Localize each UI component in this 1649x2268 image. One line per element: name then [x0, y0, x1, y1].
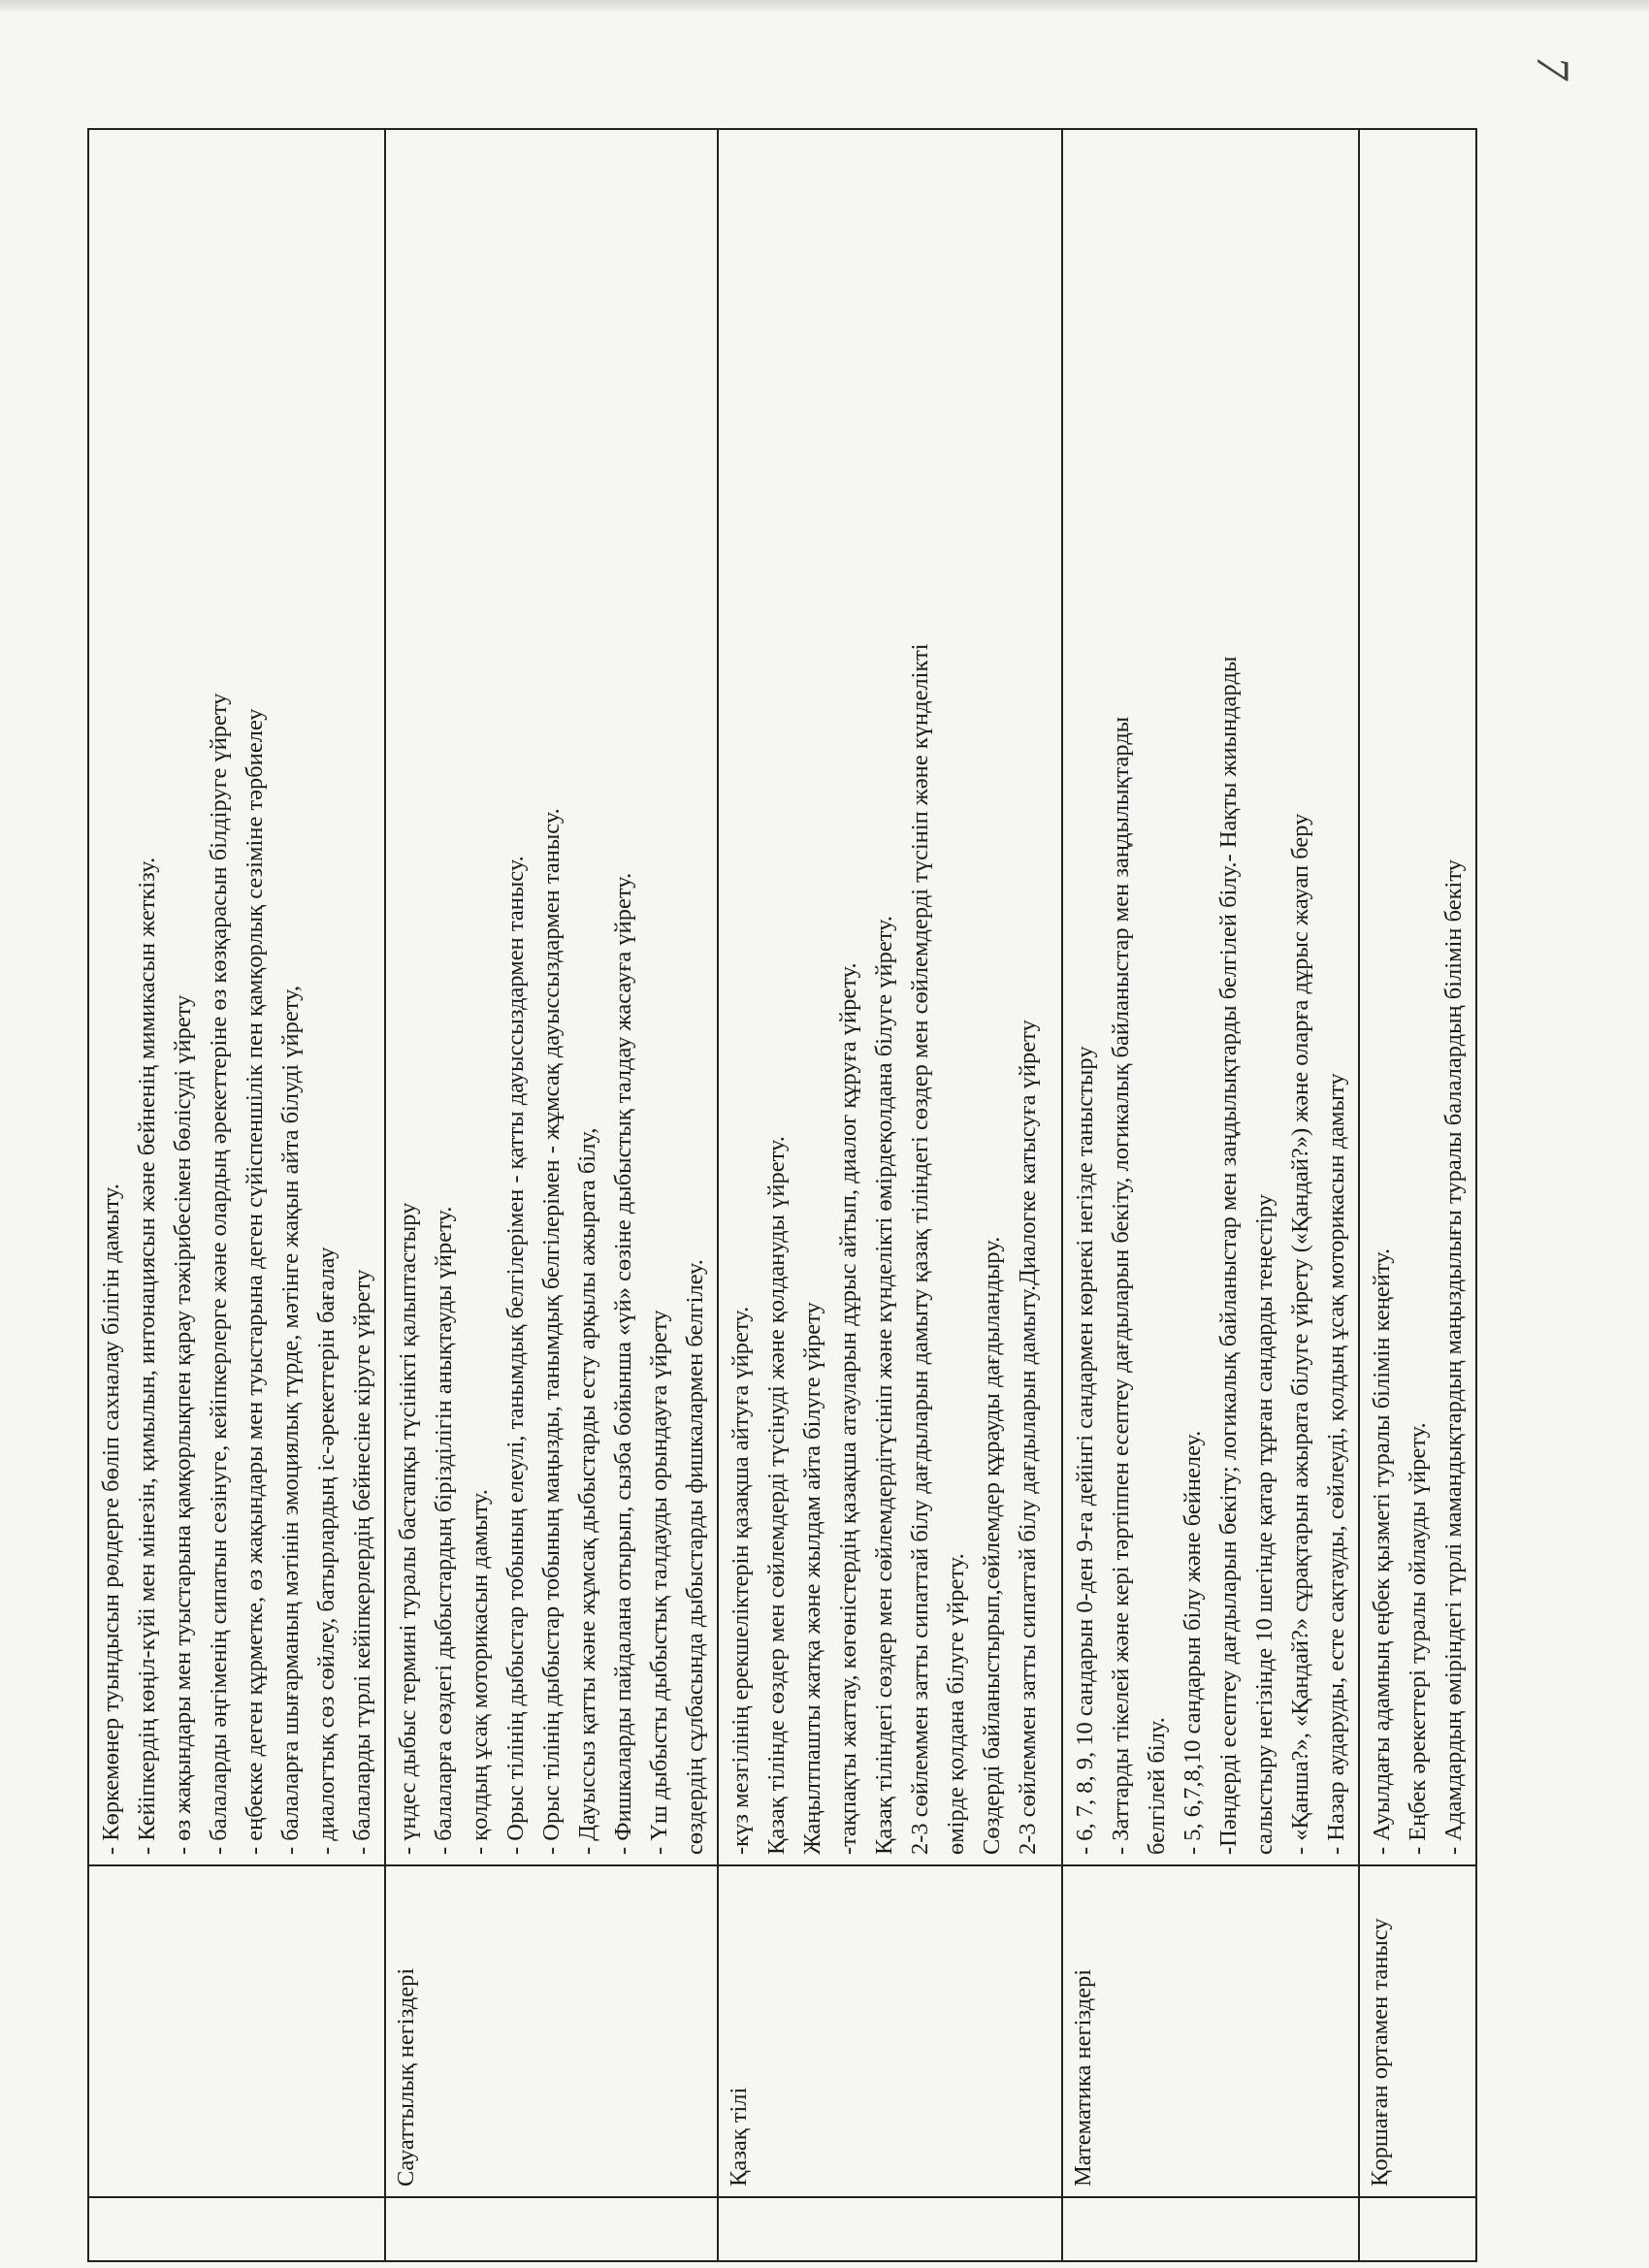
subject-name: Қазақ тілі [726, 2087, 752, 2187]
content-line: -Пәндерді есептеу дағдыларын бекіту; логикалық байланыстар мен заңдылықтарды белгілей білу.- Нақты жиындарды [1215, 656, 1242, 1855]
empty-cell [1359, 2197, 1476, 2261]
content-line: - Орыс тілінің дыбыстар тобының елеулі, танымдық белгілерімен - қатты дауыссыздармен танысу. [502, 856, 529, 1855]
content-cell [88, 129, 385, 1865]
curriculum-table-body [88, 129, 1476, 2261]
content-line: - үндес дыбыс термині туралы бастапқы түсінікті қалыптастыру [395, 1202, 421, 1855]
content-line: - 6, 7, 8, 9, 10 сандарын 0-ден 9-ға дейінгі сандармен көрнекі негізде таныстыру [1072, 1046, 1098, 1855]
content-line: - қолдың ұсақ моторикасын дамыту. [467, 1489, 493, 1855]
content-line: - Фишкаларды пайдалана отырып, сызба бойынша «үй» сөзіне дыбыстық талдау жасауға үйрету. [610, 872, 636, 1855]
table-row [718, 129, 1062, 2261]
content-line: Сөздерді байланыстырып,сөйлемдер құрауды дағдыландыру. [979, 1236, 1005, 1855]
table-row [1359, 129, 1476, 2261]
subject-cell [1359, 1865, 1476, 2197]
empty-cell [718, 2197, 1062, 2261]
content-line: - балаларды әңгіменің сипатын сезінуге, кейіпкерлерге және олардың әрекеттеріне өз көзқарасын білдіруге үйрету [206, 693, 232, 1855]
content-line: - Үш дыбысты дыбыстық талдауды орындауға үйрету [646, 1310, 672, 1855]
content-line: -күз мезгілінің ерекшеліктерін қазақша айтуға үйрету. [728, 1306, 754, 1855]
content-line: - балаларға шығарманың мәтінін эмоциялық түрде, мәтінге жақын айта білуді үйрету, [277, 986, 304, 1855]
content-cell [1359, 129, 1476, 1865]
content-cell [385, 129, 718, 1865]
content-line: салыстыру негізінде 10 шегінде қатар тұрған сандарды теңестіру [1251, 1194, 1277, 1855]
content-line: - балаларды түрлі кейіпкерлердің бейнесіне кіруге үйрету [349, 1269, 375, 1855]
content-line: Жаңылтпашты жатқа және жылдам айта білуге үйрету [799, 1302, 825, 1855]
table-row [88, 129, 385, 2261]
table-row [1062, 129, 1359, 2261]
content-line: - балаларға сөздегі дыбыстардың бірізділігін анықтауды үйрету. [431, 1206, 457, 1855]
curriculum-table [87, 128, 1477, 2262]
content-line: Қазақ тіліндегі сөздер мен сөйлемдердітүсініп және күнделікті өмірдеқолдана білуге үйрету. [871, 915, 897, 1855]
content-line: - «Қанша?», «Қандай?» сұрақтарын ажырата білуге үйрету («Қандай?») және оларға дұрыс жауап беру [1287, 813, 1313, 1855]
content-line: сөздердің сұлбасында дыбыстарды фишкалармен белгілеу. [682, 1259, 708, 1855]
content-line: -тақпақты жаттау, көгөністердің қазақша атауларын дұрыс айтып, диалог құруға үйрету. [835, 962, 861, 1855]
content-line: - еңбекке деген құрметке, өз жақындары мен туыстарына деген сүйіспеншілік пен қамқорлық сезіміне тәрбиелеу [242, 708, 268, 1855]
content-line: өмірде қолдана білуге үйрету. [943, 1553, 969, 1855]
content-line: - өз жақындары мен туыстарына қамқорлықпен қарау тәжірибесімен бөлісуді үйрету [170, 994, 196, 1855]
table-row [385, 129, 718, 2261]
empty-cell [385, 2197, 718, 2261]
content-line: - Назар аударуды, есте сақтауды, сөйлеуді, қолдың ұсақ моторикасын дамыту [1323, 1073, 1349, 1855]
subject-cell [88, 1865, 385, 2197]
subject-name: Математика негіздері [1070, 1968, 1096, 2187]
scan-edge [0, 0, 1649, 14]
content-line: - Ауылдағы адамның еңбек қызметі туралы білімін кеңейту. [1369, 1247, 1395, 1855]
subject-cell [718, 1865, 1062, 2197]
subject-cell [1062, 1865, 1359, 2197]
content-line: - Орыс тілінің дыбыстар тобының маңызды, танымдық белгілерімен - жұмсақ дауыссыздармен танысу. [538, 808, 565, 1855]
subject-name: Сауаттылық негіздері [393, 1967, 419, 2187]
content-line: - Заттарды тікелей және кері тәртіппен есептеу дағдыларын бекіту, логикалық байланыстар мен заңдылықтарды [1108, 716, 1134, 1855]
rotated-table-container [87, 128, 1465, 2262]
content-cell [1062, 129, 1359, 1865]
empty-cell [88, 2197, 385, 2261]
content-line: - Дауыссыз қатты және жұмсақ дыбыстарды есту арқылы ажырата білу, [574, 1127, 600, 1855]
content-cell [718, 129, 1062, 1865]
subject-name: Қоршаған ортамен танысу [1367, 1918, 1393, 2187]
content-line: 2-3 сөйлеммен затты сипаттай білу дағдыларын дамыту қазақ тіліндегі сөздер мен сөйлемдерді түсініп және күнделікті [907, 643, 933, 1855]
content-line: белгілей білу. [1144, 1717, 1170, 1855]
content-line: - Кейіпкердің көңіл-күйі мен мінезін, қимылын, интонациясын және бейненің мимикасын жеткізу. [134, 857, 160, 1855]
content-line: - Көркемөнер туындысын рөлдерге бөліп сахналау білігін дамыту. [98, 1183, 124, 1855]
content-line: - 5, 6,7,8,10 сандарын білу және бейнелеу. [1180, 1430, 1206, 1855]
content-line: - диалогтық сөз сөйлеу, батырлардың іс-әрекеттерін бағалау [313, 1247, 340, 1855]
content-line: Қазақ тілінде сөздер мен сөйлемдерді түсінуді және қолдануды үйрету. [763, 1136, 790, 1855]
content-line: - Еңбек әрекеттері туралы ойлауды үйрету. [1405, 1422, 1431, 1855]
content-line: - Адамдардың өміріндегі түрлі мамандықтардың маңыздылығы туралы балалардың білімін бекіту [1440, 859, 1467, 1855]
content-line: 2-3 сөйлеммен затты сипаттай білу дағдыларын дамыту.Диалогке катысуға үйрету [1015, 1020, 1041, 1855]
subject-cell [385, 1865, 718, 2197]
page-number: 7 [1527, 56, 1578, 80]
empty-cell [1062, 2197, 1359, 2261]
